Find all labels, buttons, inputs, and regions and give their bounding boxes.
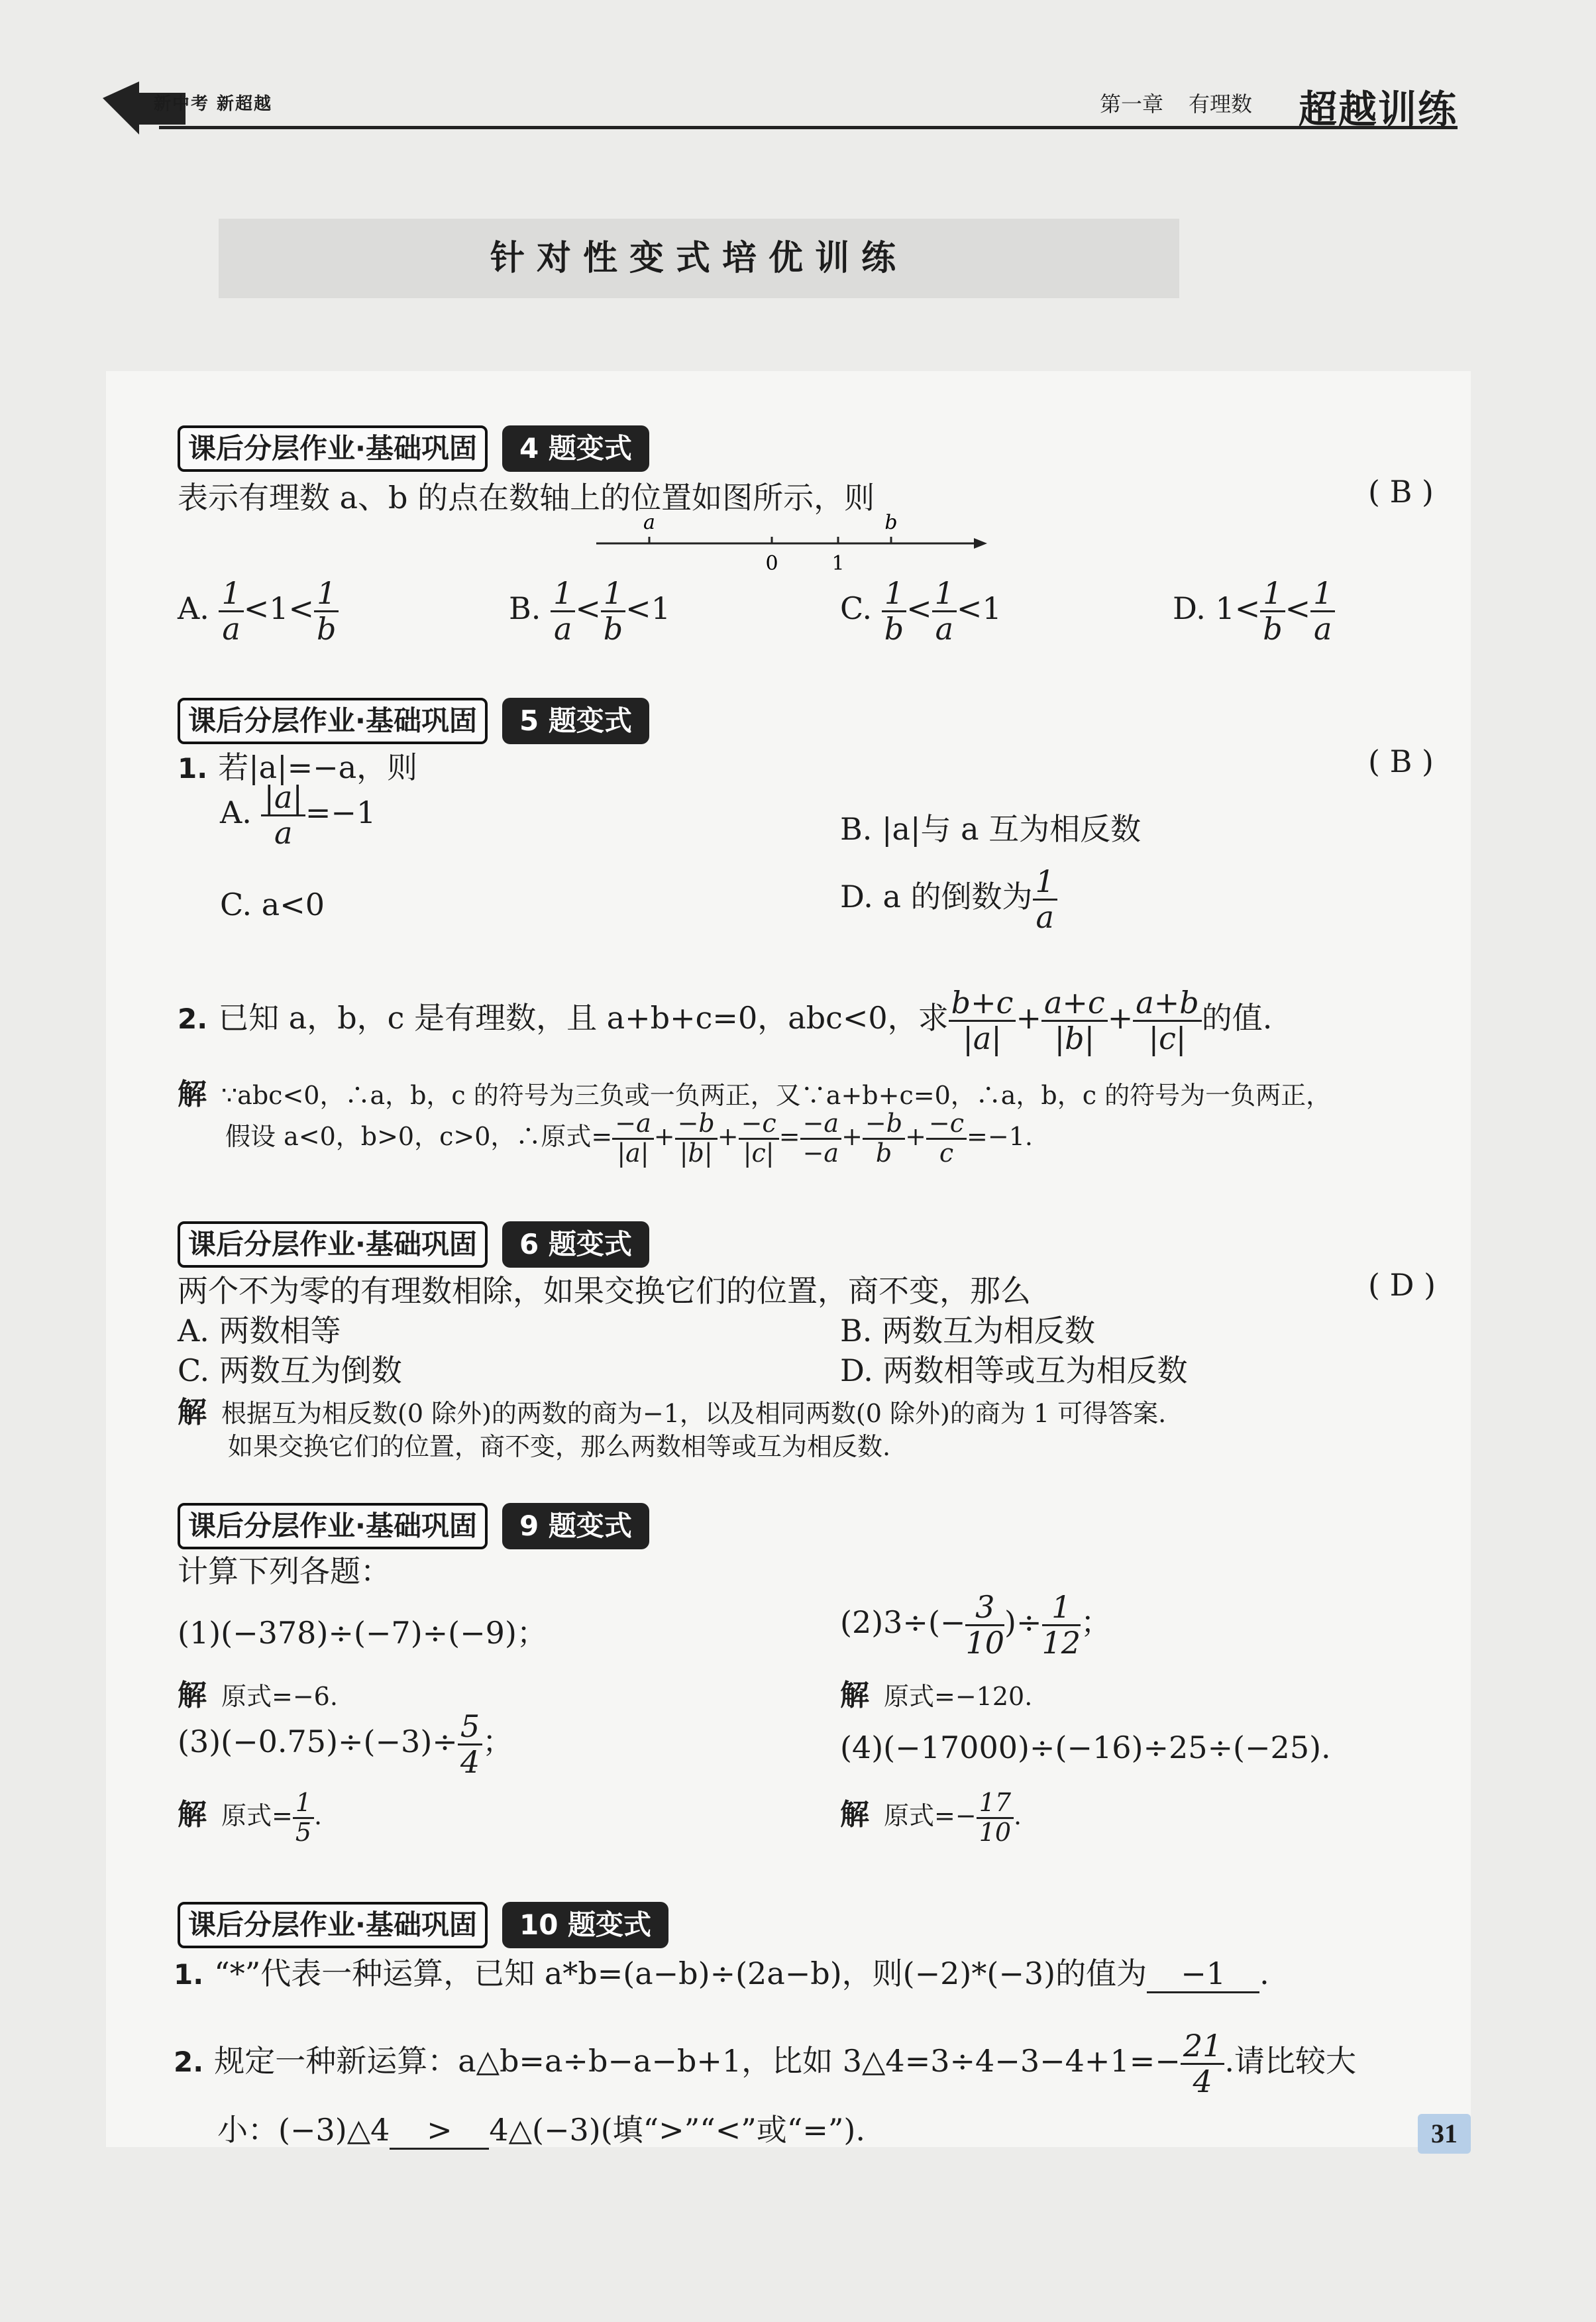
option-4-a: A. $\frac{1}{a}$ <1< $\frac{1}{b}$: [178, 577, 339, 645]
section-badge-5: 课后分层作业·基础巩固 5 题变式: [178, 698, 649, 744]
section-badge-6: 课后分层作业·基础巩固 6 题变式: [178, 1221, 649, 1268]
option-5-c: C. a<0: [220, 887, 325, 922]
option-6-c: C. 两数互为倒数: [178, 1353, 402, 1388]
question-6-stem: 两个不为零的有理数相除，如果交换它们的位置，商不变，那么: [178, 1273, 1031, 1309]
option-5-d: D. a 的倒数为 $\frac{1}{a}$: [840, 865, 1057, 934]
option-4-d: D. 1< $\frac{1}{b}$ < $\frac{1}{a}$: [1173, 577, 1335, 645]
label-zero: 0: [765, 552, 778, 575]
problem-9-2: (2)3÷(− $\frac{3}{10}$ )÷ $\frac{1}{12}$ ；: [840, 1589, 1112, 1661]
question-10-1: 1. “*”代表一种运算，已知 a*b=(a−b)÷(2a−b)，则(−2)*(−3)的值为 −1 .: [174, 1950, 1269, 1993]
answer-blank-10-1: −1: [1147, 1956, 1259, 1993]
section-badge-9: 课后分层作业·基础巩固 9 题变式: [178, 1503, 649, 1549]
solution-5-2-line2: 假设 a<0，b>0，c>0，∴原式= $\frac{-a}{|a|}$ + $\frac{-b}{|b|}$ + $\frac{-c}{|c|}$ = $\frac{-a}{-a}$ + $\frac{-b}{b}$ + $\frac{-c}{c}$ =−1.: [225, 1109, 1033, 1168]
answer-4: ( B ): [1368, 474, 1434, 510]
problem-9-4: (4)(−17000)÷(−16)÷25÷(−25).: [840, 1730, 1331, 1765]
option-6-b: B. 两数互为相反数: [840, 1313, 1096, 1349]
solution-9-4: 解 原式=− $\frac{17}{10}$ .: [840, 1788, 1022, 1847]
answer-5-1: ( B ): [1368, 744, 1434, 779]
header-series: 新中考 新超越: [154, 94, 273, 114]
page-number: 31: [1418, 2114, 1471, 2154]
section-badge-10: 课后分层作业·基础巩固 10 题变式: [178, 1902, 668, 1948]
solution-9-2: 解 原式=−120.: [840, 1679, 1033, 1712]
header-brand: 超越训练: [1299, 87, 1458, 132]
label-b: b: [884, 511, 898, 534]
option-4-b: B. $\frac{1}{a}$ < $\frac{1}{b}$ <1: [509, 575, 670, 647]
number-line-diagram: [583, 510, 994, 577]
option-5-a: A. $\frac{|a|}{a}$ =−1: [220, 779, 376, 851]
label-one: 1: [831, 552, 845, 575]
problem-9-3: (3)(−0.75)÷(−3)÷ $\frac{5}{4}$ ；: [178, 1708, 513, 1780]
option-6-a: A. 两数相等: [178, 1313, 341, 1349]
answer-blank-10-2: >: [390, 2112, 489, 2150]
option-5-b: B. |a|与 a 互为相反数: [840, 811, 1142, 847]
answer-6: ( D ): [1368, 1267, 1436, 1303]
header-chapter: 第一章 有理数: [1100, 91, 1253, 117]
page-title: 针对性变式培优训练: [219, 219, 1179, 298]
question-5-1: 1. 若|a|=−a，则: [178, 749, 418, 785]
header-rule: [159, 126, 1458, 129]
solution-5-2-line1: 解 ∵abc<0，∴a，b，c 的符号为三负或一负两正，又∵a+b+c=0，∴a，b，c 的符号为一负两正，: [178, 1078, 1332, 1111]
label-a: a: [643, 511, 655, 534]
question-4-stem: 表示有理数 a、b 的点在数轴上的位置如图所示，则: [178, 480, 875, 516]
question-10-2: 2. 规定一种新运算：a△b=a÷b−a−b+1，比如 3△4=3÷4−3−4+1=− $\frac{21}{4}$ .请比较大: [174, 2028, 1356, 2099]
solution-9-1: 解 原式=−6.: [178, 1679, 338, 1712]
solution-9-3: 解 原式= $\frac{1}{5}$ .: [178, 1788, 323, 1847]
solution-6-line1: 解 根据互为相反数(0 除外)的两数的商为−1，以及相同两数(0 除外)的商为 1 可得答案.: [178, 1396, 1167, 1429]
option-4-c: C. $\frac{1}{b}$ < $\frac{1}{a}$ <1: [840, 575, 1002, 647]
section-badge-4: 课后分层作业·基础巩固 4 题变式: [178, 425, 649, 472]
question-10-2-line2: 小：(−3)△4 > 4△(−3)(填“>”“<”或“=”).: [217, 2106, 865, 2150]
solution-6-line2: 如果交换它们的位置，商不变，那么两数相等或互为相反数.: [228, 1432, 891, 1461]
option-6-d: D. 两数相等或互为相反数: [840, 1353, 1188, 1388]
question-9-stem: 计算下列各题：: [178, 1553, 391, 1589]
problem-9-1: (1)(−378)÷(−7)÷(−9)；: [178, 1615, 547, 1651]
question-5-2: 2. 已知 a，b，c 是有理数，且 a+b+c=0，abc<0，求 $\frac{b+c}{|a|}$ + $\frac{a+c}{|b|}$ + $\frac{a+b}{|c|}$ 的值.: [178, 985, 1273, 1056]
